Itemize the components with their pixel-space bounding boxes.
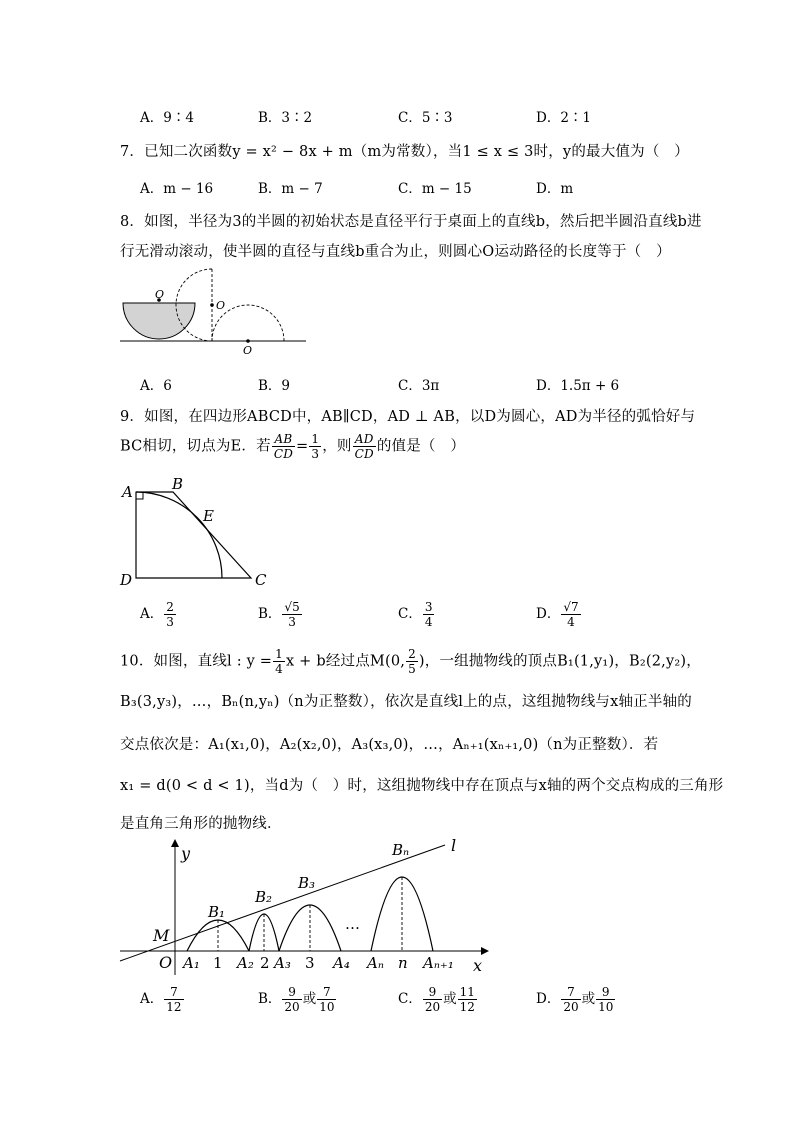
q10-label-a4: A₄: [333, 954, 350, 972]
q8-label-o1: O: [155, 288, 165, 301]
q8-stem-line1: 8．如图，半径为3的半圆的初始状态是直径平行于桌面上的直线b，然后把半圆沿直线b进: [120, 214, 702, 230]
q7-option-c: C．m − 15: [398, 181, 472, 197]
q10-label-a3: A₃: [274, 954, 291, 972]
q10-label-y: y: [181, 844, 191, 863]
q9-option-b: B． $\frac{√5}{3}$: [258, 600, 300, 629]
q10-tick-2: 2: [260, 954, 270, 972]
q9-quadrilateral: [136, 492, 251, 578]
q9-label-c: C: [255, 571, 267, 589]
q9-stem-line2: BC相切，切点为E．若 $\frac{AB}{CD}$ = $\frac{1}{3}$ ，则 $\frac{AD}{CD}$ 的值是（ ）: [120, 432, 466, 461]
q8-option-d: D．1.5π + 6: [536, 378, 620, 394]
q10-label-a1: A₁: [183, 954, 200, 972]
q8-option-b: B．9: [258, 378, 291, 394]
q10-option-c: C． $\frac{9}{20}$ 或 $\frac{11}{12}$: [398, 985, 475, 1014]
q9-label-b: B: [172, 475, 184, 493]
q10-option-b: B． $\frac{9}{20}$ 或 $\frac{7}{10}$: [258, 985, 335, 1014]
q10-label-bn: Bₙ: [392, 841, 410, 859]
q10-label-b2: B₂: [255, 888, 273, 906]
q6-option-d: D．2∶1: [536, 110, 592, 126]
q6-option-b: B．3∶2: [258, 110, 313, 126]
q9-right-angle-mark: [136, 492, 143, 499]
q10-tick-3: 3: [305, 954, 315, 972]
q6-option-a: A．9∶4: [140, 110, 194, 126]
q10-stem-line2: B₃(3,y₃)，…，Bₙ(n,yₙ)（n为正整数），依次是直线l上的点，这组抛物线与x轴正半轴的: [120, 694, 692, 710]
q10-label-o: O: [159, 953, 173, 972]
q7-option-d: D．m: [536, 181, 574, 197]
q8-label-o2: O: [216, 299, 226, 312]
q10-option-a: A． $\frac{7}{12}$: [140, 985, 182, 1014]
q9-frac-ab-cd: $\frac{AB}{CD}$: [273, 432, 294, 461]
q9-label-e: E: [203, 507, 214, 525]
q10-option-d: D． $\frac{7}{20}$ 或 $\frac{9}{10}$: [536, 985, 614, 1014]
q6-option-c: C．5∶3: [398, 110, 453, 126]
q7-stem: 7．已知二次函数y = x² − 8x + m（m为常数），当1 ≤ x ≤ 3时，y的最大值为（ ）: [120, 144, 689, 160]
q10-figure: [115, 835, 495, 980]
q8-stem-line2: 行无滑动滚动，使半圆的直径与直线b重合为止，则圆心O运动路径的长度等于（ ）: [120, 244, 671, 260]
q9-option-c: C． $\frac{3}{4}$: [398, 600, 433, 629]
q8-figure: [118, 265, 318, 360]
q10-label-b1: B₁: [208, 903, 226, 921]
q9-frac-one-third: $\frac{1}{3}$: [311, 432, 320, 461]
q8-label-o3: O: [243, 344, 253, 357]
q10-dots: …: [345, 915, 360, 933]
q10-stem-line1: 10．如图，直线l : y = $\frac{1}{4}$ x + b经过点M(0, $\frac{2}{5}$ )，一组抛物线的顶点B₁(1,y₁)，B₂(2,y₂)，: [120, 647, 701, 676]
q8-option-c: C．3π: [398, 378, 440, 394]
q9-label-a: A: [122, 483, 133, 501]
q10-label-b3: B₃: [298, 874, 316, 892]
q9-stem-line1: 9．如图，在四边形ABCD中，AB∥CD，AD ⊥ AB，以D为圆心，AD为半径的弧恰好与: [120, 409, 696, 425]
q10-label-an1: Aₙ₊₁: [423, 954, 454, 972]
q7-option-a: A．m − 16: [140, 181, 214, 197]
q9-label-d: D: [120, 571, 133, 589]
q10-stem-line3: 交点依次是：A₁(x₁,0)，A₂(x₂,0)，A₃(x₃,0)，…，Aₙ₊₁(xₙ₊₁,0)（n为正整数）．若: [120, 737, 659, 753]
q7-option-b: B．m − 7: [258, 181, 323, 197]
q10-label-l: l: [451, 836, 457, 855]
q8-option-a: A．6: [140, 378, 172, 394]
q8-half-disk: [123, 303, 195, 339]
q9-frac-ad-cd: $\frac{AD}{CD}$: [354, 432, 374, 461]
q10-stem-line5: 是直角三角形的抛物线．: [120, 816, 282, 832]
q10-label-m: M: [153, 926, 170, 945]
q10-label-x: x: [473, 956, 483, 975]
q9-figure: [118, 470, 278, 590]
q10-tick-1: 1: [213, 954, 223, 972]
q9-arc: [136, 492, 222, 578]
q9-option-d: D． $\frac{√7}{4}$: [536, 600, 579, 629]
q10-label-a2: A₂: [237, 954, 254, 972]
q9-option-a: A． $\frac{2}{3}$: [140, 600, 174, 629]
q10-stem-line4: x₁ = d(0 < d < 1)，当d为（ ）时，这组抛物线中存在顶点与x轴的两个交点构成的三角形: [120, 778, 724, 794]
q10-label-an: Aₙ: [367, 954, 384, 972]
q10-tick-n: n: [398, 954, 408, 972]
